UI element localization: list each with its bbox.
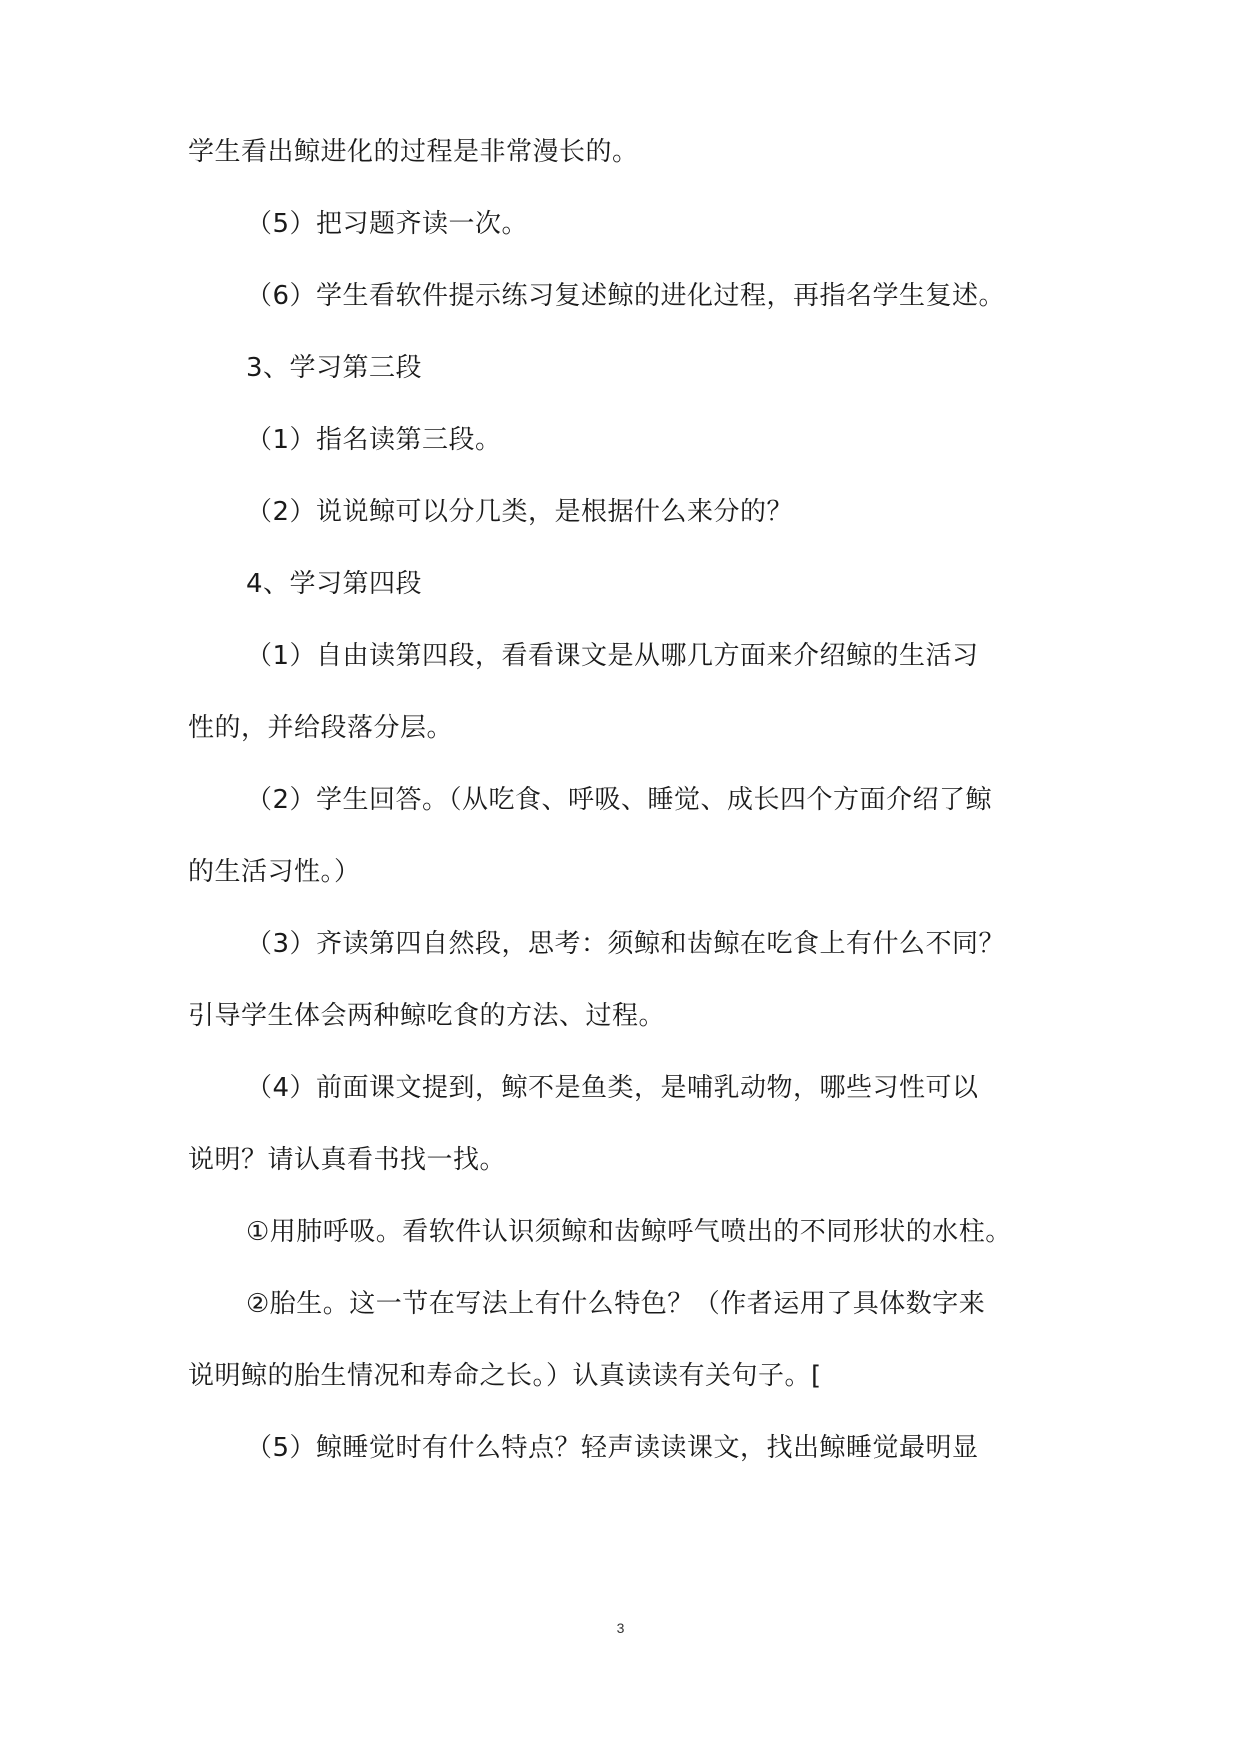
section-heading-3: 3、学习第三段 (246, 353, 423, 383)
text-line-continuation: 说明鲸的胎生情况和寿命之长。）认真读读有关句子。[ (188, 1361, 822, 1391)
text-line-point-2: ②胎生。这一节在写法上有什么特色？（作者运用了具体数字来 (246, 1289, 986, 1319)
text-line-point-1: ①用肺呼吸。看软件认识须鲸和齿鲸呼气喷出的不同形状的水柱。 (246, 1217, 1012, 1247)
text-line-item-5: （5）把习题齐读一次。 (246, 209, 529, 239)
text-line-continuation: 学生看出鲸进化的过程是非常漫长的。 (188, 137, 639, 167)
text-line-item-1: （1）自由读第四段，看看课文是从哪几方面来介绍鲸的生活习 (246, 641, 979, 671)
text-line-continuation: 说明？请认真看书找一找。 (188, 1145, 507, 1175)
text-line-item-4: （4）前面课文提到，鲸不是鱼类，是哺乳动物，哪些习性可以 (246, 1073, 979, 1103)
section-heading-4: 4、学习第四段 (246, 569, 423, 599)
page-number: 3 (616, 1620, 625, 1636)
text-line-continuation: 性的，并给段落分层。 (188, 713, 454, 743)
text-line-item-2: （2）说说鲸可以分几类，是根据什么来分的？ (246, 497, 794, 527)
text-line-item-2: （2）学生回答。（从吃食、呼吸、睡觉、成长四个方面介绍了鲸 (246, 785, 993, 815)
text-line-item-5: （5）鲸睡觉时有什么特点？轻声读读课文，找出鲸睡觉最明显 (246, 1433, 979, 1463)
text-line-item-3: （3）齐读第四自然段，思考：须鲸和齿鲸在吃食上有什么不同？ (246, 929, 1006, 959)
text-line-continuation: 的生活习性。） (188, 857, 361, 887)
text-line-item-1: （1）指名读第三段。 (246, 425, 502, 455)
text-line-continuation: 引导学生体会两种鲸吃食的方法、过程。 (188, 1001, 666, 1031)
text-line-item-6: （6）学生看软件提示练习复述鲸的进化过程，再指名学生复述。 (246, 281, 1006, 311)
